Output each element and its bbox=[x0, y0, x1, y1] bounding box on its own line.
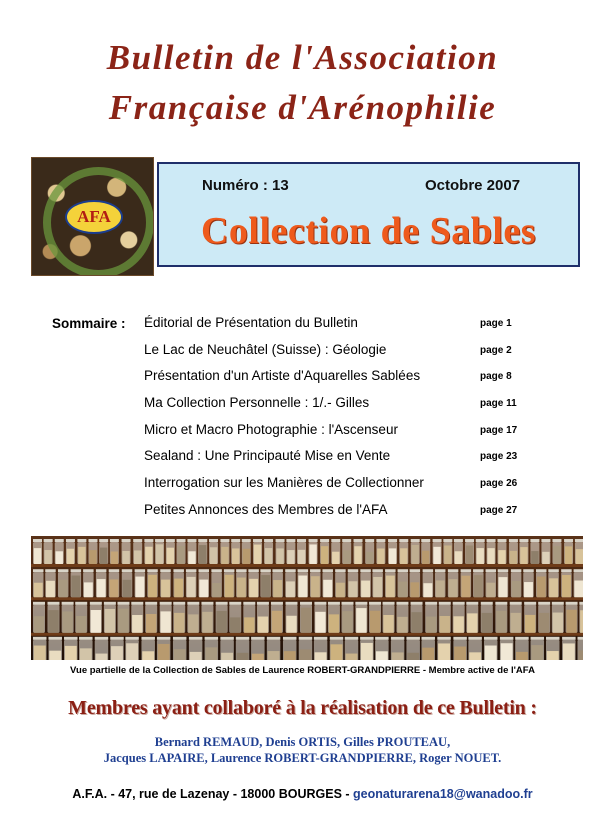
sand-jar bbox=[388, 539, 397, 564]
toc-item-title: Ma Collection Personnelle : 1/.- Gilles bbox=[144, 395, 370, 411]
sand-jar bbox=[453, 637, 467, 660]
toc-item-page: page 23 bbox=[480, 451, 518, 463]
sand-jar bbox=[173, 602, 185, 633]
sand-jar bbox=[211, 569, 222, 597]
sand-jar bbox=[187, 539, 196, 564]
sand-jar bbox=[536, 569, 547, 597]
sand-jar bbox=[310, 569, 321, 597]
issue-number: Numéro : 13 bbox=[202, 177, 289, 194]
sand-jar bbox=[465, 539, 474, 564]
sand-jar bbox=[272, 569, 283, 597]
sand-jar bbox=[99, 539, 108, 564]
sand-jar bbox=[335, 569, 346, 597]
collection-title: Collection de Sables bbox=[200, 210, 537, 252]
members-names-line-1: Bernard REMAUD, Denis ORTIS, Gilles PROUTEAU, bbox=[154, 735, 451, 749]
sand-jar bbox=[546, 637, 560, 660]
logo-badge: AFA bbox=[65, 200, 123, 234]
sand-jar bbox=[369, 602, 381, 633]
sand-jar bbox=[253, 539, 262, 564]
sand-jar bbox=[562, 637, 576, 660]
sand-jar bbox=[322, 569, 333, 597]
toc-item bbox=[144, 313, 524, 340]
sand-jar bbox=[423, 569, 434, 597]
sand-jar bbox=[58, 569, 69, 597]
sand-jar bbox=[209, 539, 218, 564]
sand-jar bbox=[257, 602, 269, 633]
sand-jar bbox=[122, 539, 131, 564]
sand-jar bbox=[229, 602, 241, 633]
sand-jar bbox=[33, 637, 47, 660]
sand-jar bbox=[354, 539, 363, 564]
sand-jar bbox=[133, 539, 142, 564]
issue-panel bbox=[157, 162, 580, 267]
sand-jar bbox=[473, 569, 484, 597]
sand-jar bbox=[62, 602, 74, 633]
sand-jar bbox=[330, 637, 344, 660]
sand-jar bbox=[552, 602, 564, 633]
sand-jar bbox=[348, 569, 359, 597]
sand-jar bbox=[122, 569, 133, 597]
sand-jar bbox=[509, 539, 518, 564]
issue-date: Octobre 2007 bbox=[425, 177, 521, 194]
toc-item-page: page 11 bbox=[480, 398, 517, 410]
sand-jar bbox=[260, 569, 271, 597]
sand-jar bbox=[375, 637, 389, 660]
sand-jar bbox=[385, 569, 396, 597]
sand-jar bbox=[251, 637, 265, 660]
sand-jar bbox=[297, 539, 306, 564]
sand-jar bbox=[125, 637, 139, 660]
afa-logo bbox=[31, 157, 154, 276]
sand-jar bbox=[44, 539, 53, 564]
sand-jar bbox=[515, 637, 529, 660]
toc-item-title: Éditorial de Présentation du Bulletin bbox=[144, 315, 358, 330]
sand-jar bbox=[299, 637, 313, 660]
sand-jar bbox=[510, 602, 522, 633]
table-of-contents bbox=[144, 313, 524, 527]
sand-jar bbox=[411, 539, 420, 564]
sand-jar bbox=[231, 539, 240, 564]
email-address[interactable]: geonaturarena18@wanadoo.fr bbox=[353, 787, 533, 801]
sand-jar bbox=[484, 637, 498, 660]
sand-jar bbox=[437, 637, 451, 660]
sand-jar bbox=[55, 539, 64, 564]
toc-item-title: Petites Annonces des Membres de l'AFA bbox=[144, 501, 388, 517]
sand-jar bbox=[96, 569, 107, 597]
sand-jar bbox=[285, 569, 296, 597]
sand-jar bbox=[173, 569, 184, 597]
toc-item-page: page 17 bbox=[480, 424, 518, 436]
sand-jar bbox=[461, 569, 472, 597]
sand-jar bbox=[110, 539, 119, 564]
sand-jar bbox=[487, 539, 496, 564]
toc-item bbox=[144, 393, 524, 420]
sand-jar bbox=[104, 602, 116, 633]
sand-jar bbox=[448, 569, 459, 597]
sand-jar bbox=[314, 637, 328, 660]
toc-item-page: page 1 bbox=[480, 318, 512, 329]
sand-jar bbox=[110, 637, 124, 660]
sand-jar bbox=[186, 569, 197, 597]
sand-jar bbox=[331, 539, 340, 564]
sand-jar bbox=[264, 539, 273, 564]
sand-jar bbox=[574, 569, 583, 597]
sand-jar bbox=[421, 539, 430, 564]
sand-jar bbox=[486, 569, 497, 597]
sand-jar bbox=[33, 539, 42, 564]
sand-jar bbox=[355, 602, 367, 633]
sand-jar bbox=[199, 569, 210, 597]
sand-jar bbox=[575, 539, 583, 564]
sand-jar bbox=[476, 539, 485, 564]
toc-item bbox=[144, 420, 524, 447]
sand-jar bbox=[286, 539, 295, 564]
sand-jar bbox=[83, 569, 94, 597]
sand-jar bbox=[141, 637, 155, 660]
sand-jar bbox=[399, 539, 408, 564]
sand-jar bbox=[314, 602, 326, 633]
members-heading: Membres ayant collaboré à la réalisation de ce Bulletin : bbox=[68, 697, 537, 719]
sand-jar bbox=[468, 637, 482, 660]
sand-jar bbox=[242, 539, 251, 564]
sand-jar bbox=[511, 569, 522, 597]
sand-jar bbox=[495, 602, 507, 633]
sand-jar bbox=[33, 602, 45, 633]
toc-item bbox=[144, 340, 524, 367]
sand-jar bbox=[276, 539, 285, 564]
sand-jar bbox=[271, 602, 283, 633]
sand-jar bbox=[248, 569, 259, 597]
sand-jar bbox=[320, 539, 329, 564]
sand-jar bbox=[498, 569, 509, 597]
sand-jar bbox=[177, 539, 186, 564]
sand-jar bbox=[548, 569, 559, 597]
sand-jar bbox=[75, 602, 87, 633]
sand-jar bbox=[71, 569, 82, 597]
sand-jar bbox=[466, 602, 478, 633]
sand-jar bbox=[298, 569, 309, 597]
sand-jar bbox=[433, 539, 442, 564]
toc-item bbox=[144, 500, 524, 527]
sand-jar bbox=[45, 569, 56, 597]
sand-jar bbox=[365, 539, 374, 564]
toc-item-title: Le Lac de Neuchâtel (Suisse) : Géologie bbox=[144, 341, 387, 357]
sand-jar bbox=[383, 602, 395, 633]
sand-jar bbox=[425, 602, 437, 633]
sand-jar bbox=[267, 637, 281, 660]
sand-jar bbox=[157, 637, 171, 660]
sand-jar bbox=[500, 637, 513, 660]
sand-jar bbox=[66, 539, 75, 564]
sand-jar bbox=[360, 637, 374, 660]
sand-jar bbox=[135, 569, 146, 597]
sand-jar bbox=[160, 602, 172, 633]
sand-jar bbox=[564, 539, 573, 564]
sand-jar bbox=[33, 569, 44, 597]
photo-caption: Vue partielle de la Collection de Sables de Laurence ROBERT-GRANDPIERRE - Membre active de l'AFA bbox=[70, 665, 535, 676]
sand-jar bbox=[453, 602, 465, 633]
toc-item-page: page 8 bbox=[480, 371, 512, 383]
sand-jar bbox=[131, 602, 143, 633]
sand-jar bbox=[328, 602, 340, 633]
sand-jar bbox=[187, 602, 199, 633]
sand-jar bbox=[79, 637, 93, 660]
sand-jar bbox=[439, 602, 451, 633]
sand-jar bbox=[406, 637, 420, 660]
sand-jar bbox=[421, 637, 435, 660]
sand-jar bbox=[538, 602, 550, 633]
sand-jar bbox=[88, 539, 97, 564]
sand-jar bbox=[519, 539, 528, 564]
sand-jar bbox=[524, 602, 536, 633]
sand-jar bbox=[224, 569, 235, 597]
sand-collection-photo bbox=[31, 536, 583, 660]
bulletin-title-line-2: Française d'Arénophilie bbox=[108, 88, 497, 127]
sand-jar bbox=[376, 539, 385, 564]
sand-jar bbox=[552, 539, 561, 564]
sand-jar bbox=[577, 637, 583, 660]
sand-jar bbox=[530, 539, 539, 564]
sand-jar bbox=[396, 602, 408, 633]
sand-jar bbox=[566, 602, 578, 633]
sand-jar bbox=[109, 569, 120, 597]
sand-jar bbox=[220, 539, 229, 564]
sand-jar bbox=[145, 602, 157, 633]
sand-jar bbox=[342, 602, 354, 633]
toc-item bbox=[144, 446, 524, 473]
sand-jar bbox=[435, 569, 446, 597]
sand-jar bbox=[47, 602, 59, 633]
toc-item-title: Présentation d'un Artiste d'Aquarelles Sablées bbox=[144, 368, 421, 384]
sand-jar bbox=[411, 602, 423, 633]
sand-jar bbox=[189, 637, 203, 660]
sand-jar bbox=[372, 569, 383, 597]
sand-jar bbox=[454, 539, 463, 564]
sand-jar bbox=[220, 637, 234, 660]
sand-jar bbox=[90, 602, 102, 633]
toc-item-title: Micro et Macro Photographie : l'Ascenseur bbox=[144, 421, 398, 437]
bulletin-title-line-1: Bulletin de l'Association bbox=[106, 38, 499, 77]
toc-item-title: Interrogation sur les Manières de Collectionner bbox=[144, 475, 424, 491]
sand-jar bbox=[166, 539, 175, 564]
toc-item bbox=[144, 473, 524, 500]
sand-jar bbox=[236, 637, 250, 660]
sand-jar bbox=[443, 539, 452, 564]
toc-item-page: page 2 bbox=[480, 344, 512, 356]
sand-jar bbox=[77, 539, 86, 564]
sand-jar bbox=[144, 539, 153, 564]
sand-jar bbox=[160, 569, 171, 597]
sand-jar bbox=[236, 569, 247, 597]
toc-item-page: page 27 bbox=[480, 504, 518, 516]
sand-jar bbox=[64, 637, 78, 660]
sand-jar bbox=[531, 637, 545, 660]
footer-address bbox=[0, 787, 605, 801]
postal-address: A.F.A. - 47, rue de Lazenay - 18000 BOURGES - bbox=[72, 787, 354, 801]
sand-jar bbox=[345, 637, 359, 660]
sand-jar bbox=[283, 637, 297, 660]
toc-item-page: page 26 bbox=[480, 478, 518, 490]
sand-jar bbox=[117, 602, 129, 633]
sand-jar bbox=[155, 539, 164, 564]
sand-jar bbox=[285, 602, 297, 633]
sand-jar bbox=[391, 637, 405, 660]
sand-jar bbox=[561, 569, 572, 597]
sand-jar bbox=[541, 539, 550, 564]
sand-jar bbox=[309, 539, 318, 564]
sand-jar bbox=[48, 637, 62, 660]
sand-jar bbox=[205, 637, 219, 660]
sand-jar bbox=[243, 602, 255, 633]
sand-jar bbox=[481, 602, 493, 633]
sand-jar bbox=[360, 569, 371, 597]
toc-item bbox=[144, 366, 524, 393]
sand-jar bbox=[342, 539, 351, 564]
sand-jars-illustration bbox=[31, 536, 583, 660]
sand-jar bbox=[216, 602, 228, 633]
sand-jar bbox=[398, 569, 409, 597]
sommaire-label: Sommaire : bbox=[52, 316, 126, 331]
sand-jar bbox=[497, 539, 506, 564]
members-names-line-2: Jacques LAPAIRE, Laurence ROBERT-GRANDPIERRE, Roger NOUET. bbox=[103, 751, 502, 765]
sand-jar bbox=[579, 602, 583, 633]
sand-jar bbox=[410, 569, 421, 597]
sand-jar bbox=[198, 539, 207, 564]
sand-jar bbox=[300, 602, 312, 633]
sand-jar bbox=[201, 602, 213, 633]
toc-item-title: Sealand : Une Principauté Mise en Vente bbox=[144, 448, 391, 464]
sand-jar bbox=[147, 569, 158, 597]
sand-jar bbox=[95, 637, 109, 660]
sand-jar bbox=[173, 637, 187, 660]
sand-jar bbox=[523, 569, 534, 597]
